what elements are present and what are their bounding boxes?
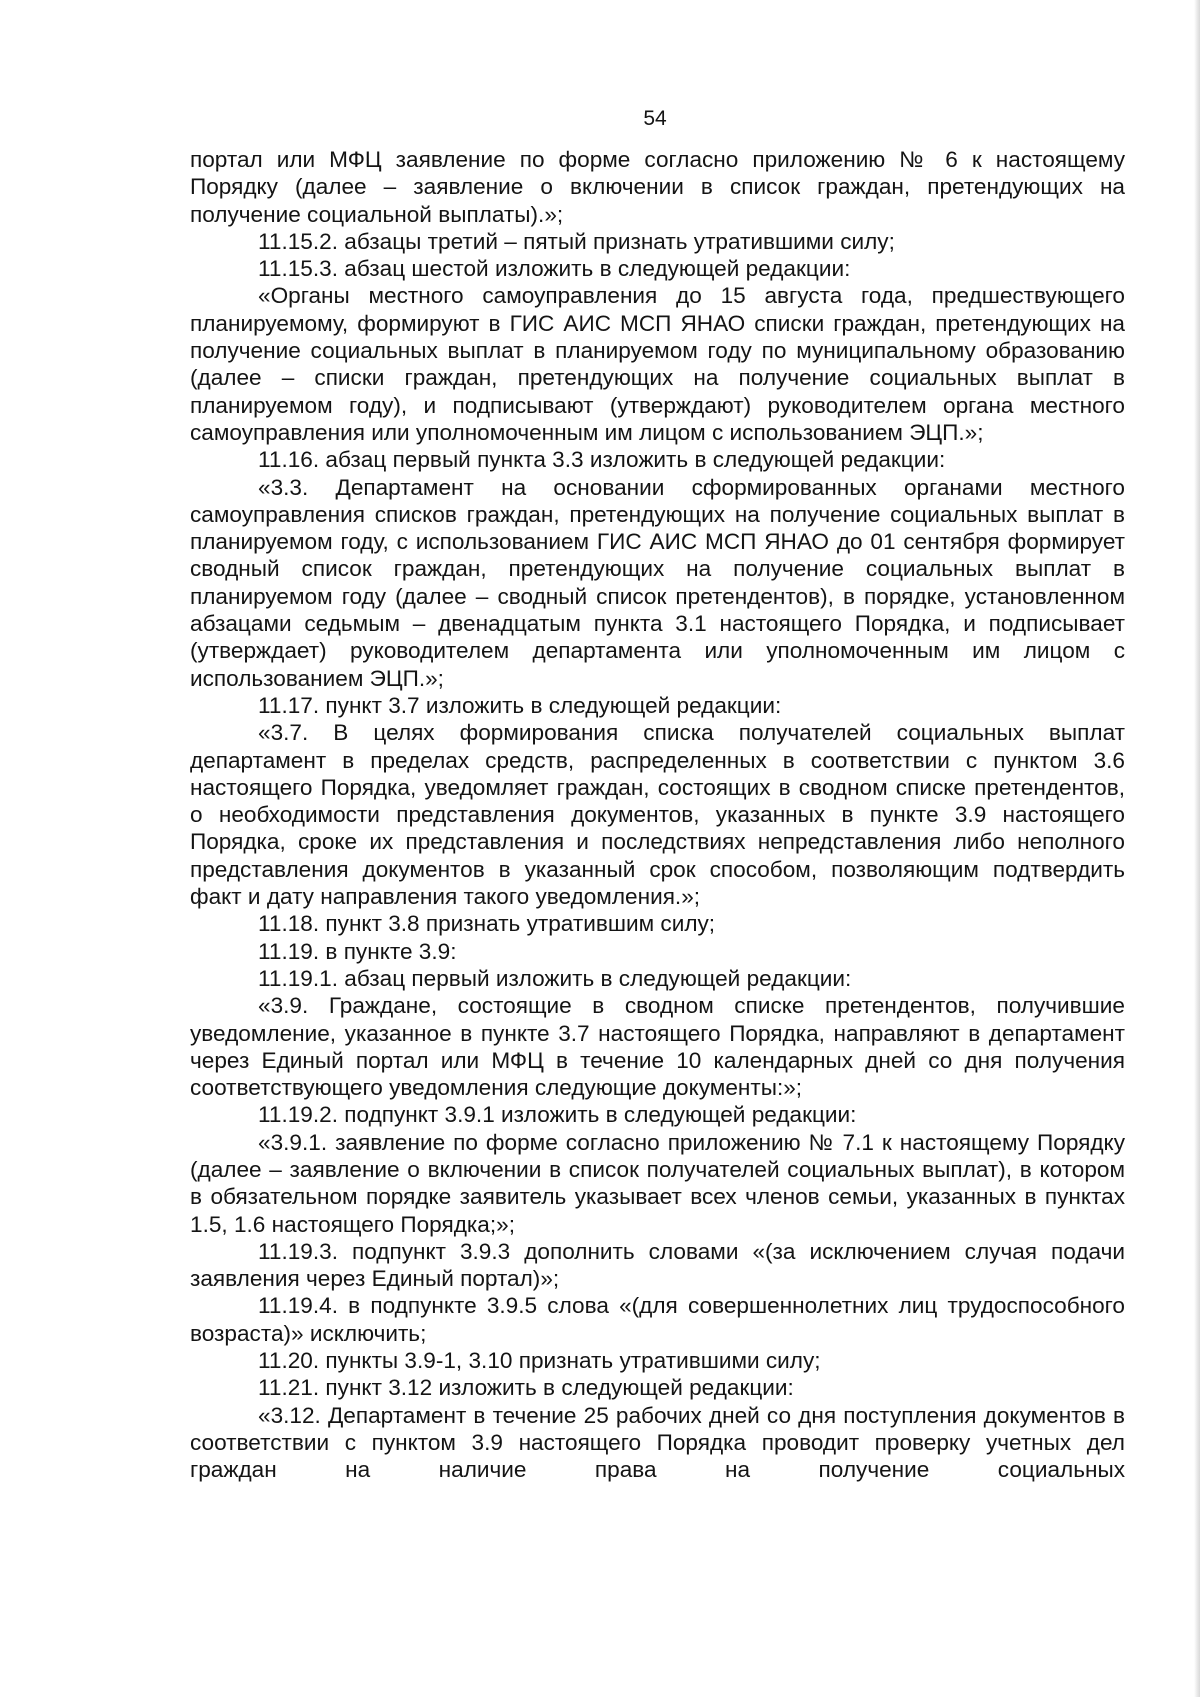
paragraph-11-15-3: 11.15.3. абзац шестой изложить в следующей редакции: — [258, 256, 851, 282]
paragraph-11-16: 11.16. абзац первый пункта 3.3 изложить в следующей редакции: — [258, 447, 946, 473]
document-body — [190, 146, 1125, 1484]
paragraph-quote-3-12: «3.12. Департамент в течение 25 рабочих дней со дня поступления документов в соответствии с пунктом 3.9 настоящего Порядка проводит проверку учетных дел граждан на наличие права на получение социальных — [190, 1402, 1125, 1483]
paragraph-11-17: 11.17. пункт 3.7 изложить в следующей редакции: — [258, 692, 782, 718]
paragraph-quote-3-9: «3.9. Граждане, состоящие в сводном списке претендентов, получившие уведомление, указанное в пункте 3.7 настоящего Порядка, направляют в департамент через Единый портал или МФЦ в течение 10 календарных дней со дня получения соответствующего уведомления следующие документы:»; — [190, 993, 1125, 1101]
paragraph-11-19-2: 11.19.2. подпункт 3.9.1 изложить в следующей редакции: — [258, 1102, 857, 1128]
paragraph-11-19: 11.19. в пункте 3.9: — [258, 938, 457, 964]
paragraph-quote-3-9-1: «3.9.1. заявление по форме согласно приложению № 7.1 к настоящему Порядку (далее – заявление о включении в список получателей социальных выплат), в котором в обязательном порядке заявитель указывает всех членов семьи, указанных в пунктах 1.5, 1.6 настоящего Порядка;»; — [190, 1129, 1125, 1237]
paragraph-11-19-3: 11.19.3. подпункт 3.9.3 дополнить словами «(за исключением случая подачи заявления через Единый портал)»; — [190, 1238, 1125, 1292]
paragraph-quote-3-3: «3.3. Департамент на основании сформированных органами местного самоуправления списков граждан, претендующих на получение социальных выплат в планируемом году, с использованием ГИС АИС МСП ЯНАО до 01 сентября формирует сводный список граждан, претендующих на получение социальных выплат в планируемом году (далее – сводный список претендентов), в порядке, установленном абзацами седьмым – двенадцатым пункта 3.1 настоящего Порядка, и подписывает (утверждает) руководителем департамента или уполномоченным им лицом с использованием ЭЦП.»; — [190, 474, 1125, 691]
paragraph-11-20: 11.20. пункты 3.9-1, 3.10 признать утратившими силу; — [258, 1348, 821, 1374]
page-number: 54 — [643, 107, 667, 130]
paragraph-11-19-4: 11.19.4. в подпункте 3.9.5 слова «(для совершеннолетних лиц трудоспособного возраста)» исключить; — [190, 1293, 1125, 1346]
paragraph-11-18: 11.18. пункт 3.8 признать утратившим силу; — [258, 911, 716, 937]
paragraph-11-21: 11.21. пункт 3.12 изложить в следующей редакции: — [258, 1375, 794, 1401]
paragraph-11-19-1: 11.19.1. абзац первый изложить в следующей редакции: — [258, 965, 852, 991]
scan-edge — [1194, 0, 1200, 1697]
paragraph-quote-3-7: «3.7. В целях формирования списка получателей социальных выплат департамент в пределах средств, распределенных в соответствии с пунктом 3.6 настоящего Порядка, уведомляет граждан, состоящих в сводном списке претендентов, о необходимости представления документов, указанных в пункте 3.9 настоящего Порядка, сроке их представления и последствиях непредставления либо неполного представления документов в указанный срок способом, позволяющим подтвердить факт и дату направления такого уведомления.»; — [190, 720, 1125, 910]
paragraph-11-15-2: 11.15.2. абзацы третий – пятый признать утратившими силу; — [258, 228, 895, 254]
paragraph-quote-local-authorities: «Органы местного самоуправления до 15 августа года, предшествующего планируемому, формируют в ГИС АИС МСП ЯНАО списки граждан, претендующих на получение социальных выплат в планируемом году по муниципальному образованию (далее – списки граждан, претендующих на получение социальных выплат в планируемом году), и подписывают (утверждают) руководителем органа местного самоуправления или уполномоченным им лицом с использованием ЭЦП.»; — [190, 283, 1125, 445]
paragraph-continuation: портал или МФЦ заявление по форме согласно приложению № 6 к настоящему Порядку (далее – заявление о включении в список граждан, претендующих на получение социальной выплаты).»; — [190, 147, 1125, 227]
